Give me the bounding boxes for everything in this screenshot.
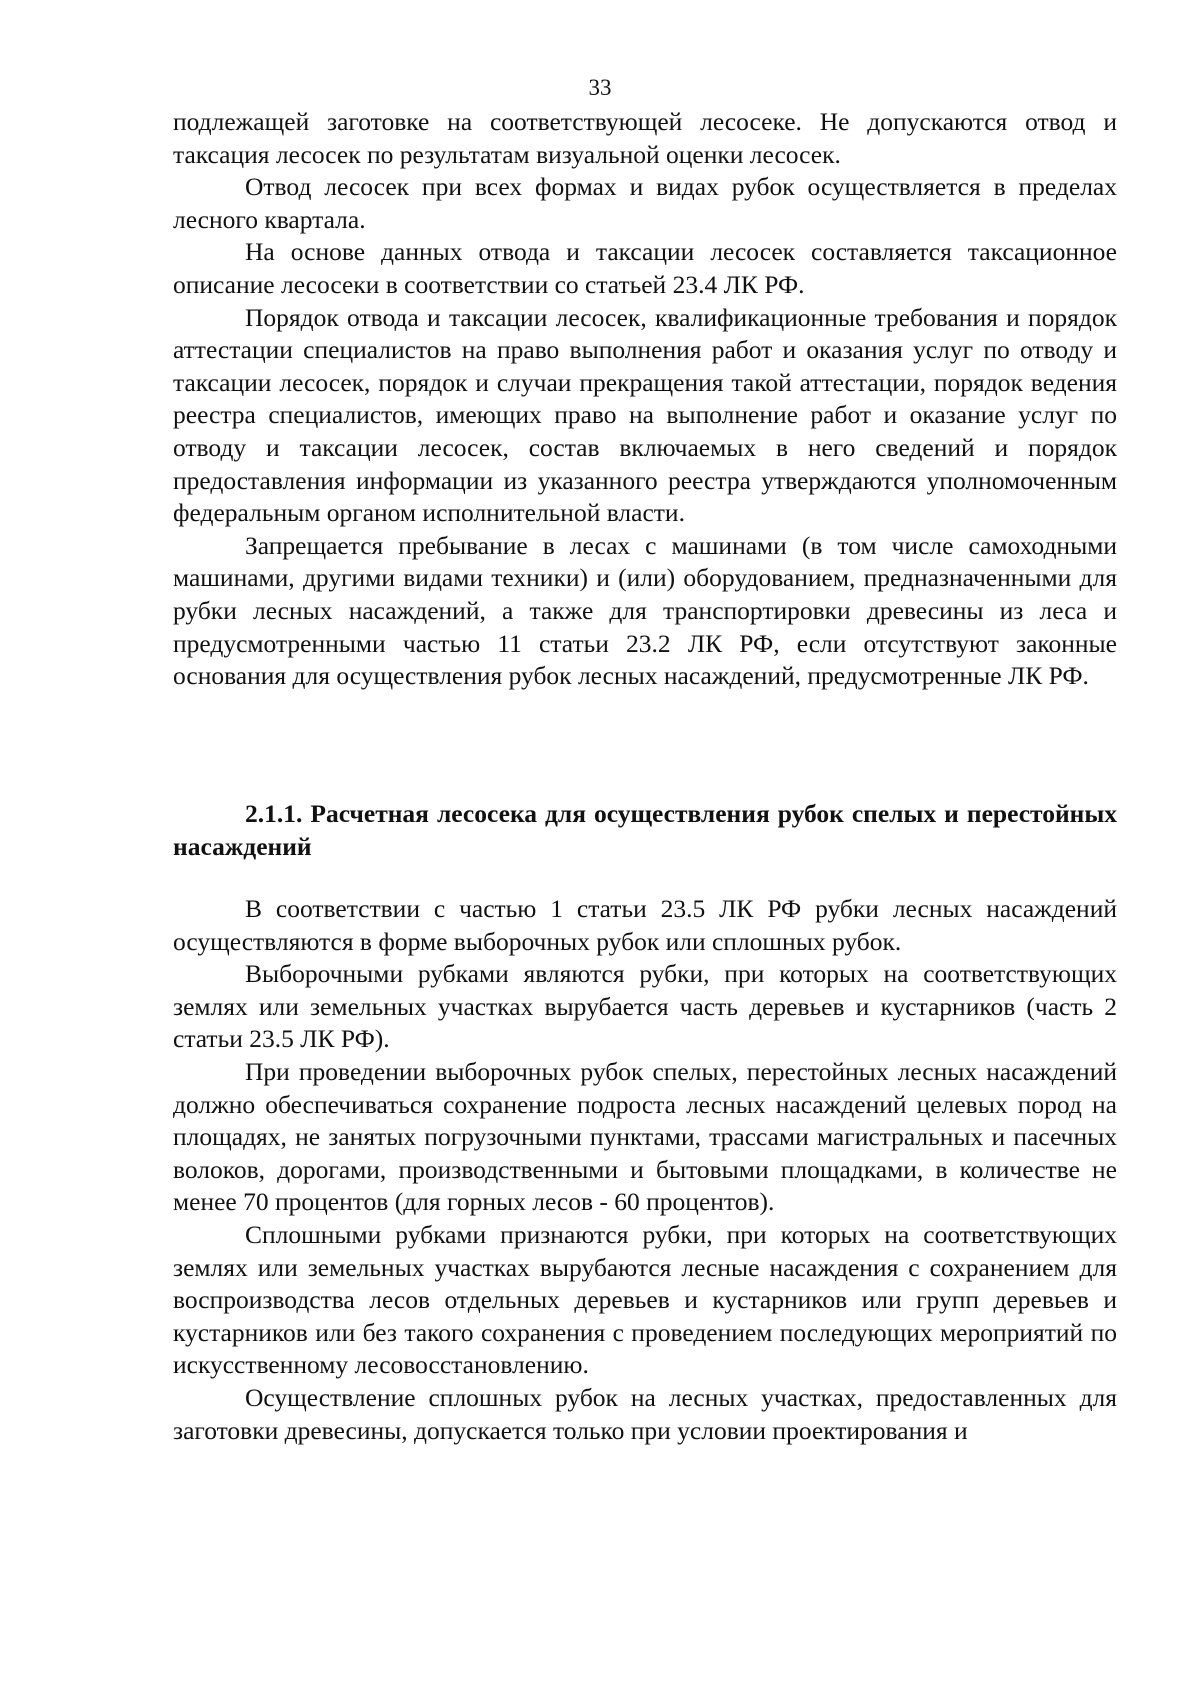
- paragraph: При проведении выборочных рубок спелых, перестойных лесных насаждений должно обеспечиваться сохранение подроста лесных насаждений целевых пород на площадях, не занятых погрузочными пунктами, трассами магистральных и пасечных волоков, дорогами, производственными и бытовыми площадками, в количестве не менее 70 процентов (для горных лесов - 60 процентов).: [173, 1056, 1117, 1217]
- paragraph: Отвод лесосек при всех формах и видах рубок осуществляется в пределах лесного квартала.: [173, 172, 1117, 234]
- section-heading: 2.1.1. Расчетная лесосека для осуществления рубок спелых и перестойных насаждений: [173, 799, 1117, 861]
- paragraph: подлежащей заготовке на соответствующей лесосеке. Не допускаются отвод и таксация лесосек по результатам визуальной оценки лесосек.: [173, 107, 1117, 169]
- paragraph: Сплошными рубками признаются рубки, при которых на соответствующих землях или земельных участках вырубаются лесные насаждения с сохранением для воспроизводства лесов отдельных деревьев и кустарников или групп деревьев и кустарников или без такого сохранения с проведением последующих мероприятий по искусственному лесовосстановлению.: [173, 1219, 1117, 1380]
- section-body-1: [173, 106, 1117, 693]
- section-body-2: [173, 893, 1117, 1447]
- paragraph: Выборочными рубками являются рубки, при которых на соответствующих землях или земельных участках вырубается часть деревьев и кустарников (часть 2 статьи 23.5 ЛК РФ).: [173, 959, 1117, 1054]
- paragraph: Осуществление сплошных рубок на лесных участках, предоставленных для заготовки древесины, допускается только при условии проектирования и: [173, 1382, 1117, 1445]
- paragraph: Порядок отвода и таксации лесосек, квалификационные требования и порядок аттестации специалистов на право выполнения работ и оказания услуг по отводу и таксации лесосек, порядок и случаи прекращения такой аттестации, порядок ведения реестра специалистов, имеющих право на выполнение работ и оказание услуг по отводу и таксации лесосек, состав включаемых в него сведений и порядок предоставления информации из указанного реестра утверждаются уполномоченным федеральным органом исполнительной власти.: [173, 302, 1117, 528]
- paragraph: Запрещается пребывание в лесах с машинами (в том числе самоходными машинами, другими видами техники) и (или) оборудованием, предназначенными для рубки лесных насаждений, а также для транспортировки древесины из леса и предусмотренными частью 11 статьи 23.2 ЛК РФ, если отсутствуют законные основания для осуществления рубок лесных насаждений, предусмотренные ЛК РФ.: [173, 530, 1117, 691]
- page-number: 33: [588, 75, 612, 100]
- paragraph: На основе данных отвода и таксации лесосек составляется таксационное описание лесосеки в соответствии со статьей 23.4 ЛК РФ.: [173, 237, 1117, 299]
- paragraph: В соответствии с частью 1 статьи 23.5 ЛК РФ рубки лесных насаждений осуществляются в форме выборочных рубок или сплошных рубок.: [173, 894, 1117, 956]
